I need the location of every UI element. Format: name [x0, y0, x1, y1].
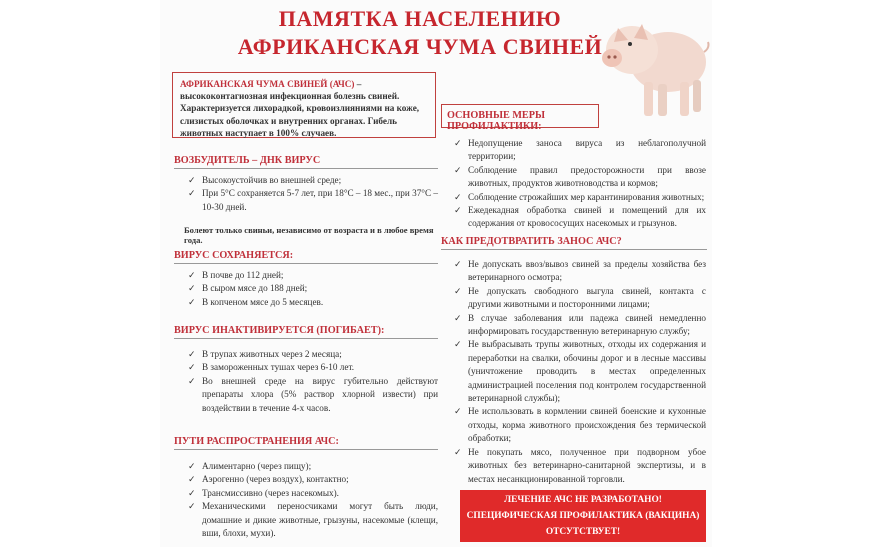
list-item: ✓ При 5°С сохраняется 5-7 лет, при 18°С – 18 мес., при 37°С – 10-30 дней. [188, 188, 438, 212]
intro-text: – высококонтагиозная инфекционная болезнь свиней. Характеризуется лихорадкой, кровоизлияниями на коже, слизистых оболочках и внутренних органах. Гибель животных наступает в 100% случаев. [180, 79, 420, 138]
pathogen-note: Болеют только свиньи, независимо от возраста и в любое время года. [184, 225, 434, 245]
check-icon: ✓ [188, 375, 196, 386]
list-item: ✓ Аэрогенно (через воздух), контактно; [186, 473, 438, 486]
list-item: ✓ В случае заболевания или падежа свиней немедленно информировать государственную ветеринарную службу; [454, 312, 706, 337]
check-icon: ✓ [188, 474, 196, 485]
list-item: ✓ Во внешней среде на вирус губительно действуют препараты хлора (5% раствор хлорной извести) при воздействии в течение 4-х часов. [188, 375, 438, 413]
check-icon: ✓ [454, 205, 462, 216]
inactivated-heading: ВИРУС ИНАКТИВИРУЕТСЯ (ПОГИБАЕТ): [174, 325, 438, 339]
list-item: ✓ Не покупать мясо, полученное при подворном убое животных без ветеринарно-санитарной экспертизы, и в местах несанкционированной торговли. [454, 446, 706, 484]
leaflet-title-line1: ПАМЯТКА НАСЕЛЕНИЮ [278, 6, 562, 31]
list-item: ✓ Недопущение заноса вируса из неблагополучной территории; [454, 138, 706, 162]
check-icon: ✓ [188, 362, 196, 373]
check-icon: ✓ [188, 188, 196, 199]
leaflet-title-line2: АФРИКАНСКАЯ ЧУМА СВИНЕЙ [237, 34, 603, 59]
persists-list [186, 269, 438, 309]
warning-line1: ЛЕЧЕНИЕ АЧС НЕ РАЗРАБОТАНО! [504, 495, 662, 505]
list-item: ✓ Трансмиссивно (через насекомых). [186, 487, 438, 500]
howto-heading: КАК ПРЕДОТВРАТИТЬ ЗАНОС АЧС? [441, 236, 707, 250]
list-item: ✓ Соблюдение правил предосторожности при ввозе животных, продуктов животноводства и кормов; [454, 164, 706, 189]
check-icon: ✓ [188, 175, 196, 185]
check-icon: ✓ [454, 164, 462, 175]
prevention-heading: ОСНОВНЫЕ МЕРЫ ПРОФИЛАКТИКИ: [447, 110, 545, 132]
check-icon: ✓ [188, 283, 196, 294]
inactivated-list [186, 348, 438, 415]
prevention-list [452, 137, 706, 231]
spread-list [186, 460, 438, 540]
list-item: ✓ Не выбрасывать трупы животных, отходы их содержания и переработки на свалки, обочины дорог и в лесные массивы (уничтожение проводить в местах определенных администрацией поселения под контролем государственной ветеринарной службы); [454, 339, 706, 404]
check-icon: ✓ [454, 446, 462, 457]
intro-lead: АФРИКАНСКАЯ ЧУМА СВИНЕЙ (АЧС) [180, 79, 355, 89]
list-item: ✓ Механическими переносчиками могут быть люди, домашние и дикие животные, грызуны, насекомые (клещи, вши, блохи, мухи). [188, 501, 438, 539]
warning-line3: ОТСУТСТВУЕТ! [545, 527, 621, 537]
check-icon: ✓ [454, 259, 462, 269]
list-item: ✓ Высокоустойчив во внешней среде; [186, 174, 438, 187]
check-icon: ✓ [454, 285, 462, 296]
check-icon: ✓ [188, 501, 196, 512]
list-item: ✓ В копченом мясе до 5 месяцев. [186, 296, 438, 309]
pathogen-heading: ВОЗБУДИТЕЛЬ – ДНК ВИРУС [174, 155, 438, 169]
list-item: ✓ В сыром мясе до 188 дней; [186, 282, 438, 295]
list-item: ✓ В почве до 112 дней; [186, 269, 438, 282]
check-icon: ✓ [454, 406, 462, 417]
check-icon: ✓ [188, 349, 196, 359]
check-icon: ✓ [454, 138, 462, 148]
list-item: ✓ В трупах животных через 2 месяца; [186, 348, 438, 361]
spread-heading: ПУТИ РАСПРОСТРАНЕНИЯ АЧС: [174, 436, 438, 450]
pathogen-list [186, 174, 438, 214]
intro-box [172, 72, 436, 138]
warning-line2: СПЕЦИФИЧЕСКАЯ ПРОФИЛАКТИКА (ВАКЦИНА) [466, 511, 700, 521]
howto-list [452, 258, 706, 486]
list-item: ✓ Не допускать свободного выгула свиней, контакта с другими животными и посторонними лицами; [454, 285, 706, 310]
check-icon: ✓ [454, 312, 462, 323]
check-icon: ✓ [188, 296, 196, 307]
pig-illustration [598, 2, 710, 124]
list-item: ✓ В замороженных тушах через 6-10 лет. [186, 361, 438, 374]
check-icon: ✓ [188, 461, 196, 471]
list-item: ✓ Не допускать ввоз/вывоз свиней за пределы хозяйства без ветеринарного осмотра; [454, 259, 706, 283]
check-icon: ✓ [454, 191, 462, 202]
list-item: ✓ Соблюдение строжайших мер карантинирования животных; [452, 191, 706, 204]
warning-box [460, 490, 706, 542]
check-icon: ✓ [188, 270, 196, 280]
list-item: ✓ Алиментарно (через пищу); [186, 460, 438, 473]
persists-heading: ВИРУС СОХРАНЯЕТСЯ: [174, 250, 438, 264]
check-icon: ✓ [188, 487, 196, 498]
check-icon: ✓ [454, 339, 462, 350]
list-item: ✓ Ежедекадная обработка свиней и помещений для их содержания от кровососущих насекомых и грызунов. [454, 205, 706, 229]
list-item: ✓ Не использовать в кормлении свиней боенские и кухонные отходы, корма животного происхождения без термической обработки; [454, 406, 706, 444]
